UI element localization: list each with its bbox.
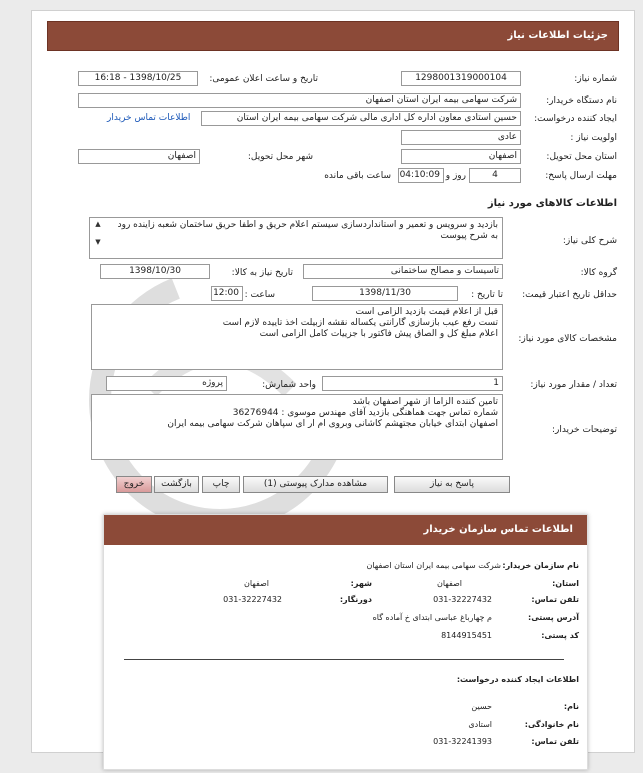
contact-city-value: اصفهان: [243, 579, 269, 588]
reply-button[interactable]: پاسخ به نیاز: [394, 476, 510, 493]
until-date-label: تا تاریخ :: [471, 290, 503, 300]
creator-name-label: نام:: [563, 702, 579, 711]
unit-label: واحد شمارش:: [262, 380, 316, 390]
back-button[interactable]: بازگشت: [154, 476, 199, 493]
notes-line: تامین کننده الزاما از شهر اصفهان باشد: [352, 397, 498, 407]
creator-family-value: استادی: [468, 720, 492, 729]
creator-phone-value: 031-32241393: [433, 737, 492, 746]
notes-label: توضیحات خریدار:: [551, 425, 617, 435]
deadline-label: مهلت ارسال پاسخ:: [545, 171, 617, 181]
need-date-label: تاریخ نیاز به کالا:: [231, 268, 293, 278]
hour-label: ساعت :: [244, 290, 275, 300]
city-label: شهر محل تحویل:: [247, 152, 313, 162]
org-value: شرکت سهامی بیمه ایران استان اصفهان: [366, 561, 501, 570]
notes-field: [91, 394, 503, 460]
page-title: جزئیات اطلاعات نیاز: [507, 30, 608, 41]
announce-field: 1398/10/25 - 16:18: [78, 71, 198, 86]
time-left-unit: ساعت باقی مانده: [324, 171, 391, 181]
creator-label: ایجاد کننده درخواست:: [534, 114, 617, 124]
province-field: اصفهان: [401, 149, 521, 164]
creator-phone-label: تلفن تماس:: [531, 737, 579, 746]
goods-section-title: اطلاعات کالاهای مورد نیاز: [487, 198, 617, 209]
attachments-button[interactable]: مشاهده مدارک پیوستی (1): [243, 476, 388, 493]
specs-line: اعلام مبلغ کل و الصاق پیش فاکتور با جزییات کامل الزامی است: [259, 329, 498, 339]
group-label: گروه کالا:: [580, 268, 617, 278]
city-field: اصفهان: [78, 149, 200, 164]
priority-label: اولویت نیاز :: [570, 133, 617, 143]
exit-button[interactable]: خروج: [116, 476, 152, 493]
postal-label: کد پستی:: [541, 631, 579, 640]
summary-label: شرح کلی نیاز:: [562, 236, 617, 246]
print-button[interactable]: چاپ: [202, 476, 240, 493]
province-label: استان محل تحویل:: [546, 152, 617, 162]
need-number-label: شماره نیاز:: [574, 74, 617, 84]
buyer-contact-link[interactable]: اطلاعات تماس خریدار: [107, 113, 191, 123]
address-value: م چهارباغ عباسی ابتدای خ آماده گاه: [372, 613, 492, 622]
fax-label: دورنگار:: [339, 595, 372, 604]
creator-family-label: نام خانوادگی:: [524, 720, 579, 729]
hour-field: 12:00: [211, 286, 243, 301]
until-date-field: 1398/11/30: [312, 286, 458, 301]
scroll-up-icon[interactable]: ▲: [95, 220, 101, 228]
qty-label: تعداد / مقدار مورد نیاز:: [530, 380, 617, 390]
contact-province-label: استان:: [552, 579, 579, 588]
specs-line: قبل از اعلام قیمت بازدید الزامی است: [355, 307, 498, 317]
contact-phone-label: تلفن تماس:: [531, 595, 579, 604]
summary-field: [89, 217, 503, 259]
postal-value: 8144915451: [441, 631, 492, 640]
notes-line: اصفهان ابتدای خیابان مجتهشم کاشانی وبروی ام ار ای سپاهان شرکت سهامی بیمه ایران: [167, 419, 498, 429]
buyer-label: نام دستگاه خریدار:: [546, 96, 617, 106]
notes-line: شماره تماس جهت هماهنگی بازدید آقای مهندس موسوی : 36276944: [232, 408, 498, 418]
org-label: نام سازمان خریدار:: [502, 561, 579, 570]
qty-field: 1: [322, 376, 503, 391]
buyer-field: شرکت سهامی بیمه ایران استان اصفهان: [78, 93, 521, 108]
days-field: 4: [469, 168, 521, 183]
time-left-field: 04:10:09: [398, 168, 444, 183]
address-label: آدرس پستی:: [528, 613, 579, 622]
contact-province-value: اصفهان: [436, 579, 462, 588]
creator-field: حسین استادی معاون اداره کل اداری مالی شرکت سهامی بیمه ایران استان: [201, 111, 521, 126]
contact-card: [103, 514, 588, 770]
contact-phone-value: 031-32227432: [433, 595, 492, 604]
creator-name-value: حسین: [471, 702, 492, 711]
specs-label: مشخصات کالای مورد نیاز:: [518, 334, 617, 344]
days-unit: روز و: [445, 171, 466, 181]
fax-value: 031-32227432: [223, 595, 282, 604]
need-date-field: 1398/10/30: [100, 264, 210, 279]
need-number-field: 1298001319000104: [401, 71, 521, 86]
page-header: [47, 21, 619, 51]
creator-section-title: اطلاعات ایجاد کننده درخواست:: [456, 675, 579, 684]
contact-card-title: اطلاعات تماس سازمان خریدار: [423, 524, 573, 535]
unit-field: پروژه: [106, 376, 227, 391]
contact-card-header: [104, 515, 587, 545]
scroll-down-icon[interactable]: ▼: [95, 238, 101, 246]
contact-city-label: شهر:: [350, 579, 372, 588]
specs-line: تست رفع عیب بازسازی گارانتی یکساله نقشه ازبیلت اخذ تاییده لازم است: [222, 318, 498, 328]
group-field: تاسیسات و مصالح ساختمانی: [303, 264, 503, 279]
priority-field: عادی: [401, 130, 521, 145]
card-divider: [124, 659, 564, 660]
min-validity-label: حداقل تاریخ اعتبار قیمت:: [522, 290, 617, 300]
specs-field: [91, 304, 503, 370]
announce-label: تاریخ و ساعت اعلان عمومی:: [209, 74, 318, 84]
summary-text: بازدید و سرویس و تعمیر و استانداردسازی سیستم اعلام حریق و اطفا حریق ساختمان شعبه زاینده رود به شرح پیوست: [117, 220, 498, 241]
